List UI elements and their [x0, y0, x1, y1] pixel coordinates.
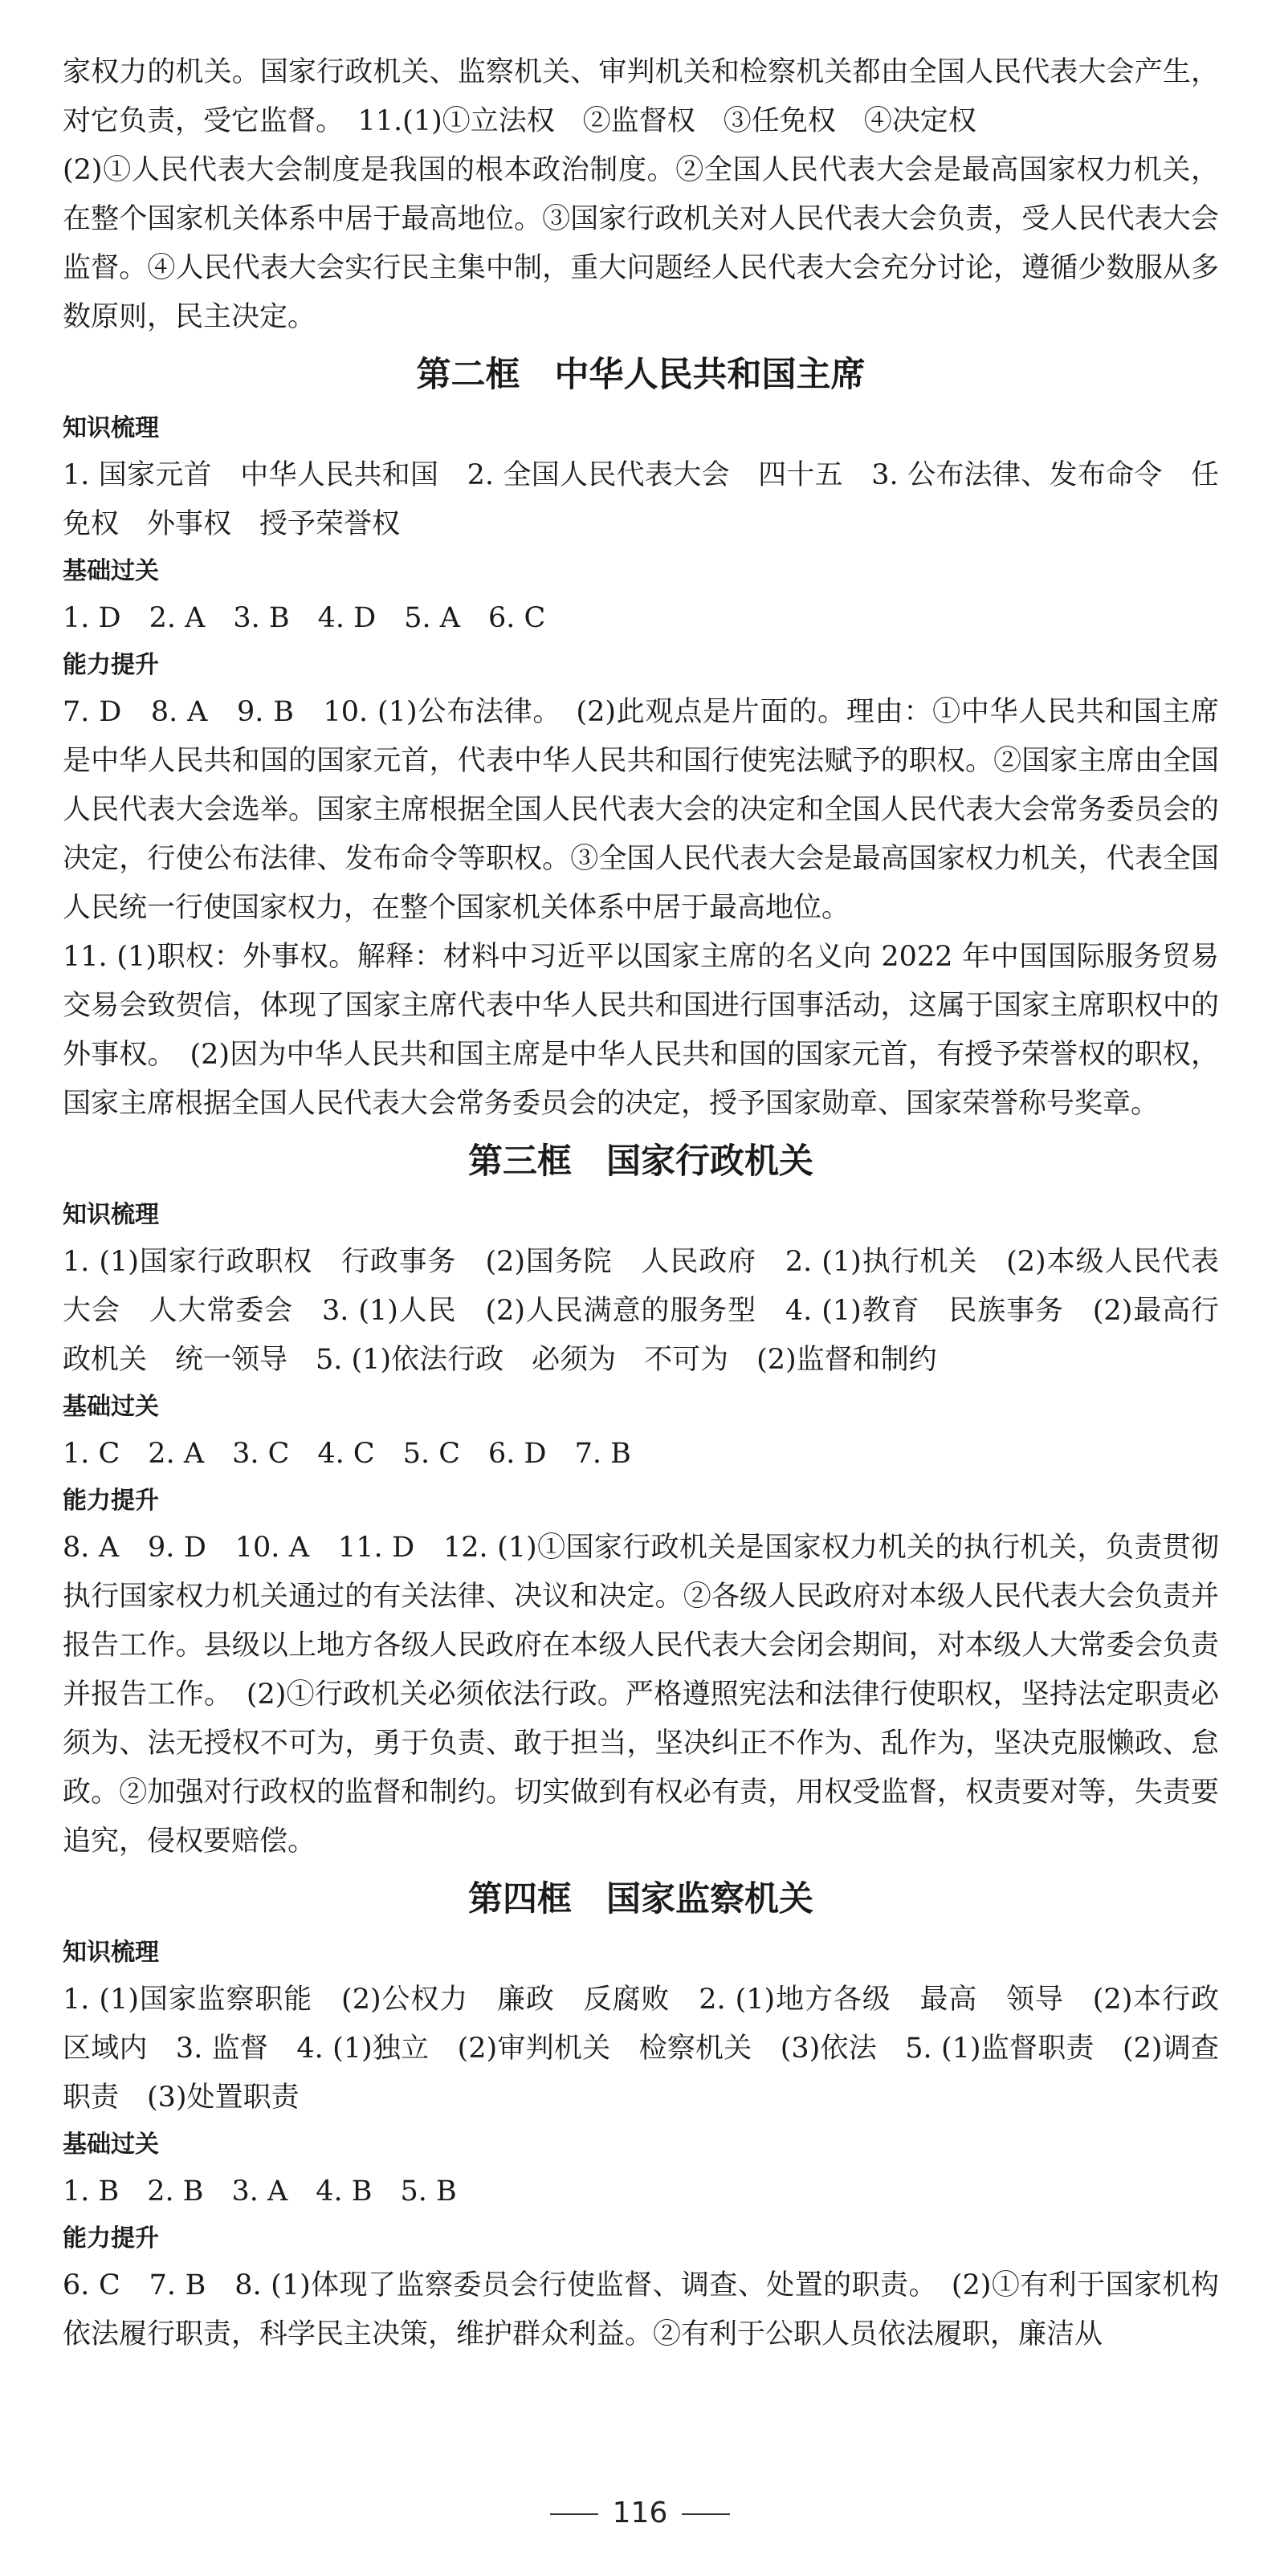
heading-ability: 能力提升 [63, 1487, 159, 1515]
page-content [63, 48, 1219, 2359]
intro-paragraph-2: (2)①人民代表大会制度是我国的根本政治制度。②全国人民代表大会是最高国家权力机关，在整个国家机关体系中居于最高地位。③国家行政机关对人民代表大会负责，受人民代表大会监督。④人民代表大会实行民主集中制，重大问题经人民代表大会充分讨论，遵循少数服从多数原则，民主决定。 [63, 154, 1219, 333]
heading-basic: 基础过关 [63, 557, 159, 585]
knowledge-answers: 1. 国家元首 中华人民共和国 2. 全国人民代表大会 四十五 3. 公布法律、发布命令 任免权 外事权 授予荣誉权 [63, 459, 1219, 540]
page-footer [0, 2497, 1280, 2529]
section-title-supervisory: 第四框 国家监察机关 [468, 1879, 813, 1919]
heading-knowledge: 知识梳理 [63, 1939, 159, 1967]
ability-answers: 7. D 8. A 9. B 10. (1)公布法律。 (2)此观点是片面的。理由：①中华人民共和国主席是中华人民共和国的国家元首，代表中华人民共和国行使宪法赋予的职权。②国家主席由全国人民代表大会选举。国家主席根据全国人民代表大会的决定和全国人民代表大会常务委员会的决定，行使公布法律、发布命令等职权。③全国人民代表大会是最高国家权力机关，代表全国人民统一行使国家权力，在整个国家机关体系中居于最高地位。 [63, 696, 1219, 924]
heading-basic: 基础过关 [63, 1393, 159, 1421]
intro-paragraph-1: 家权力的机关。国家行政机关、监察机关、审判机关和检察机关都由全国人民代表大会产生，对它负责，受它监督。 11.(1)①立法权 ②监督权 ③任免权 ④决定权 [63, 56, 1219, 137]
ability-answers: 6. C 7. B 8. (1)体现了监察委员会行使监督、调查、处置的职责。 (2)①有利于国家机构依法履行职责，科学民主决策，维护群众利益。②有利于公职人员依法履职，廉洁从 [63, 2269, 1219, 2350]
footer-dash-right [682, 2513, 730, 2515]
heading-knowledge: 知识梳理 [63, 414, 159, 442]
section-title-president: 第二框 中华人民共和国主席 [416, 355, 866, 395]
heading-ability: 能力提升 [63, 2224, 159, 2252]
ability-answers: 8. A 9. D 10. A 11. D 12. (1)①国家行政机关是国家权力机关的执行机关，负责贯彻执行国家权力机关通过的有关法律、决议和决定。②各级人民政府对本级人民代表大会负责并报告工作。县级以上地方各级人民政府在本级人民代表大会闭会期间，对本级人大常委会负责并报告工作。 (2)①行政机关必须依法行政。严格遵照宪法和法律行使职权，坚持法定职责必须为、法无授权不可为，勇于负责、敢于担当，坚决纠正不作为、乱作为，坚决克服懒政、怠政。②加强对行政权的监督和制约。切实做到有权必有责，用权受监督，权责要对等，失责要追究，侵权要赔偿。 [63, 1532, 1219, 1858]
basic-answers: 1. C 2. A 3. C 4. C 5. C 6. D 7. B [63, 1438, 631, 1470]
section-title-administrative: 第三框 国家行政机关 [468, 1141, 813, 1182]
heading-ability: 能力提升 [63, 651, 159, 679]
heading-basic: 基础过关 [63, 2130, 159, 2159]
heading-knowledge: 知识梳理 [63, 1201, 159, 1229]
basic-answers: 1. B 2. B 3. A 4. B 5. B [63, 2175, 457, 2208]
knowledge-answers: 1. (1)国家行政职权 行政事务 (2)国务院 人民政府 2. (1)执行机关 (2)本级人民代表大会 人大常委会 3. (1)人民 (2)人民满意的服务型 4. (1)教育 民族事务 (2)最高行政机关 统一领导 5. (1)依法行政 必须为 不可为 (2)监督和制约 [63, 1246, 1219, 1376]
page-number: 116 [612, 2497, 668, 2529]
footer-dash-left [550, 2513, 598, 2515]
knowledge-answers: 1. (1)国家监察职能 (2)公权力 廉政 反腐败 2. (1)地方各级 最高 领导 (2)本行政区域内 3. 监督 4. (1)独立 (2)审判机关 检察机关 (3)依法 5. (1)监督职责 (2)调查职责 (3)处置职责 [63, 1984, 1219, 2114]
ability-answers-q11: 11. (1)职权：外事权。解释：材料中习近平以国家主席的名义向 2022 年中国国际服务贸易交易会致贺信，体现了国家主席代表中华人民共和国进行国事活动，这属于国家主席职权中的外事权。 (2)因为中华人民共和国主席是中华人民共和国的国家元首，有授予荣誉权的职权，国家主席根据全国人民代表大会常务委员会的决定，授予国家勋章、国家荣誉称号奖章。 [63, 941, 1219, 1120]
basic-answers: 1. D 2. A 3. B 4. D 5. A 6. C [63, 602, 546, 634]
